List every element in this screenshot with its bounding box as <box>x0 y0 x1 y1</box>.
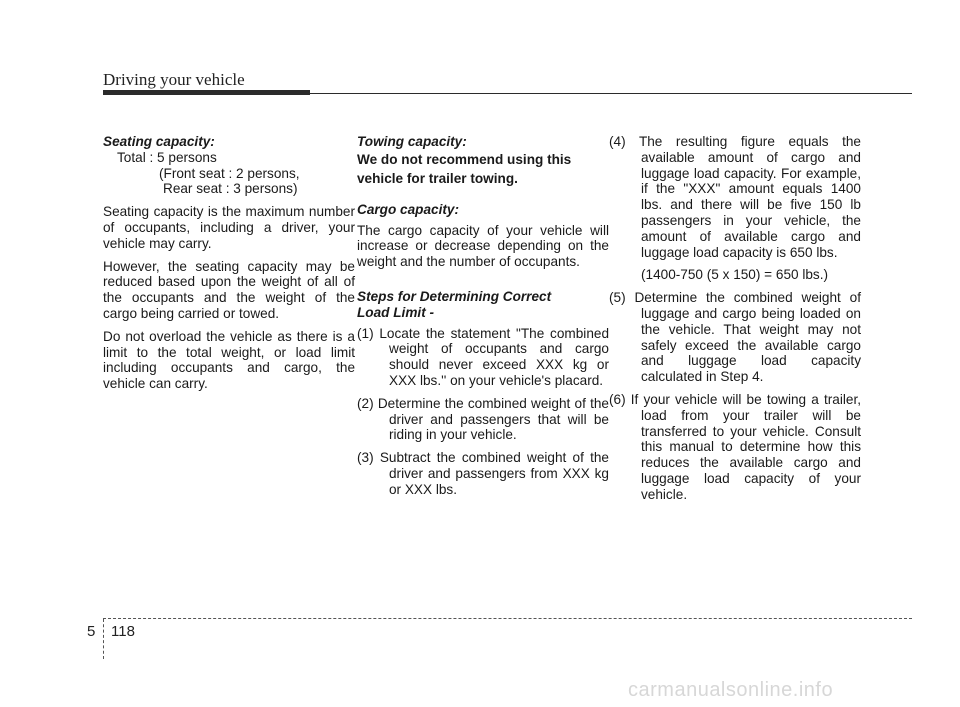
towing-text: We do not recommend using this vehicle for trailer towing. <box>357 151 572 186</box>
steps-heading-line-2: Load Limit - <box>357 304 435 320</box>
header-bar-thick <box>103 90 310 95</box>
step-4: (4) The resulting figure equals the available amount of cargo and luggage load capacity. For example, if the "XXX" amount equals 1400 lbs. and there will be five 150 lb passengers in your vehicle, the amount of available cargo and luggage load capacity is 650 lbs. <box>609 134 861 260</box>
cargo-capacity-heading: Cargo capacity: <box>357 201 459 217</box>
cargo-text: The cargo capacity of your vehicle will increase or decrease depending on the weight and the number of occupants. <box>357 222 609 270</box>
step-3: (3) Subtract the combined weight of the driver and passengers from XXX kg or XXX lbs. <box>357 450 609 497</box>
step-1: (1) Locate the statement "The combined weight of occupants and cargo should never exceed XXX kg or XXX lbs.'' on your vehicle's placard. <box>357 325 609 388</box>
header-bar-thin <box>310 93 912 94</box>
page-number: 118 <box>111 623 135 640</box>
step-2: (2) Determine the combined weight of the driver and passengers that will be riding in your vehicle. <box>357 395 609 443</box>
footer-dashed-line <box>103 618 912 619</box>
step-4-calculation: (1400-750 (5 x 150) = 650 lbs.) <box>641 267 829 283</box>
seating-front: (Front seat : 2 persons, <box>159 165 300 181</box>
seating-rear: Rear seat : 3 persons) <box>163 181 298 197</box>
column-2 <box>357 134 609 505</box>
footer-dashed-vertical <box>103 619 104 659</box>
column-3 <box>609 134 861 510</box>
column-1 <box>103 134 355 399</box>
seating-total: Total : 5 persons <box>117 149 217 165</box>
page-header-title: Driving your vehicle <box>103 70 245 89</box>
seating-paragraph-3: Do not overload the vehicle as there is a limit to the total weight, or load limit including occupants and cargo, the vehicle can carry. <box>103 328 355 392</box>
seating-paragraph-1: Seating capacity is the maximum number of occupants, including a driver, your vehicle may carry. <box>103 204 355 251</box>
step-5: (5) Determine the combined weight of luggage and cargo being loaded on the vehicle. That weight may not safely exceed the available cargo and luggage load capacity calculated in Step 4. <box>609 290 861 385</box>
watermark: carmanualsonline.info <box>628 679 834 701</box>
seating-paragraph-2: However, the seating capacity may be reduced based upon the weight of all of the occupants and the weight of the cargo being carried or towed. <box>103 258 355 321</box>
seating-capacity-heading: Seating capacity: <box>103 134 215 149</box>
step-6: (6) If your vehicle will be towing a trailer, load from your trailer will be transferred to your vehicle. Consult this manual to determine how this reduces the available cargo and luggage load capacity of your vehicle. <box>609 391 861 502</box>
towing-capacity-heading: Towing capacity: <box>357 134 467 149</box>
chapter-number: 5 <box>87 623 96 640</box>
steps-heading-line-1: Steps for Determining Correct <box>357 288 552 304</box>
